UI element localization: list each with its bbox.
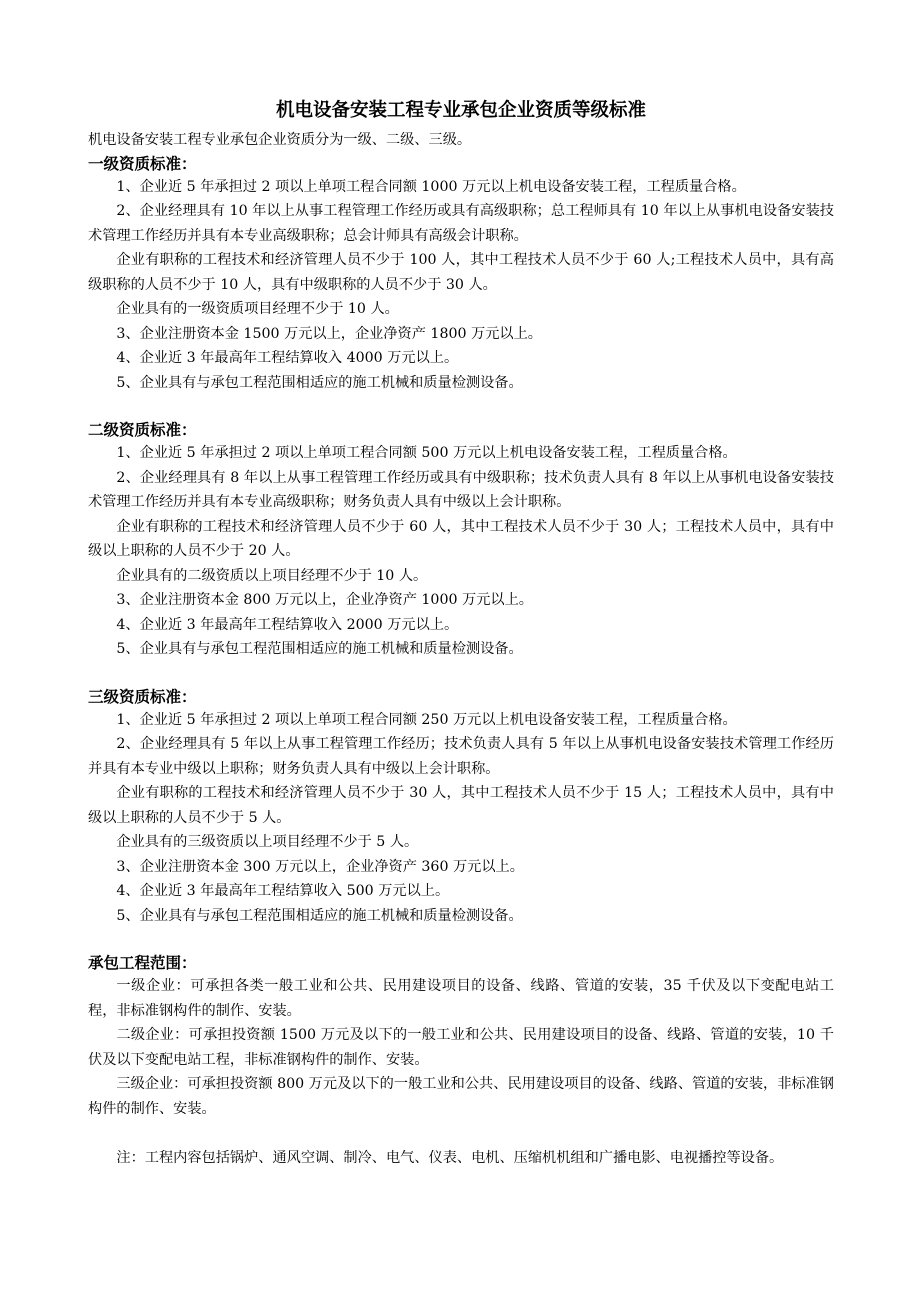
page-title: 机电设备安装工程专业承包企业资质等级标准 — [275, 100, 646, 121]
paragraph: 企业具有的二级资质以上项目经理不少于 10 人。 — [116, 567, 428, 584]
paragraph: 4、企业近 3 年最高年工程结算收入 500 万元以上。 — [116, 883, 450, 899]
paragraph: 1、企业近 5 年承担过 2 项以上单项工程合同额 250 万元以上机电设备安装工程，工程质量合格。 — [116, 711, 737, 728]
paragraph: 企业具有的一级资质项目经理不少于 10 人。 — [116, 301, 399, 317]
spacer — [88, 395, 834, 419]
paragraph: 二级企业：可承担投资额 1500 万元及以下的一般工业和公共、民用建设项目的设备、线路、管道的安装，10 千伏及以下变配电站工程，非标准钢构件的制作、安装。 — [88, 1027, 834, 1068]
paragraph: 2、企业经理具有 10 年以上从事工程管理工作经历或具有高级职称；总工程师具有 10 年以上从事机电设备安装技术管理工作经历并具有本专业高级职称；总会计师具有高级会计职称。 — [88, 203, 834, 244]
paragraph: 5、企业具有与承包工程范围相适应的施工机械和质量检测设备。 — [116, 374, 523, 391]
paragraph: 企业具有的三级资质以上项目经理不少于 5 人。 — [116, 834, 419, 850]
note-text: 注：工程内容包括锅炉、通风空调、制冷、电气、仪表、电机、压缩机机组和广播电影、电视播控等设备。 — [116, 1150, 784, 1166]
document-page — [88, 96, 834, 1171]
spacer — [88, 928, 834, 952]
paragraph: 企业有职称的工程技术和经济管理人员不少于 100 人，其中工程技术人员不少于 60 人;工程技术人员中，具有高级职称的人员不少于 10 人，具有中级职称的人员不少于 30 人。 — [88, 252, 834, 293]
paragraph: 5、企业具有与承包工程范围相适应的施工机械和质量检测设备。 — [116, 907, 523, 924]
paragraph: 5、企业具有与承包工程范围相适应的施工机械和质量检测设备。 — [116, 641, 523, 657]
paragraph: 4、企业近 3 年最高年工程结算收入 2000 万元以上。 — [116, 616, 459, 633]
spacer — [88, 662, 834, 686]
paragraph: 3、企业注册资本金 300 万元以上，企业净资产 360 万元以上。 — [116, 858, 524, 875]
section-heading: 三级资质标准： — [88, 687, 197, 706]
paragraph: 1、企业近 5 年承担过 2 项以上单项工程合同额 500 万元以上机电设备安装工程，工程质量合格。 — [116, 445, 737, 461]
section-level-3 — [88, 686, 834, 929]
section-level-1 — [88, 153, 834, 396]
paragraph: 4、企业近 3 年最高年工程结算收入 4000 万元以上。 — [116, 350, 459, 366]
paragraph: 一级企业：可承担各类一般工业和公共、民用建设项目的设备、线路、管道的安装，35 千伏及以下变配电站工程，非标准钢构件的制作、安装。 — [88, 978, 834, 1019]
spacer — [88, 1121, 834, 1146]
paragraph: 企业有职称的工程技术和经济管理人员不少于 30 人，其中工程技术人员不少于 15 人；工程技术人员中，具有中级以上职称的人员不少于 5 人。 — [88, 785, 834, 826]
paragraph: 3、企业注册资本金 800 万元以上，企业净资产 1000 万元以上。 — [116, 592, 533, 608]
paragraph: 2、企业经理具有 5 年以上从事工程管理工作经历；技术负责人具有 5 年以上从事机电设备安装技术管理工作经历并具有本专业中级以上职称；财务负责人具有中级以上会计职称。 — [88, 736, 834, 777]
section-scope — [88, 952, 834, 1121]
paragraph: 2、企业经理具有 8 年以上从事工程管理工作经历或具有中级职称；技术负责人具有 8 年以上从事机电设备安装技术管理工作经历并具有本专业高级职称；财务负责人具有中级以上会计职称。 — [88, 469, 834, 510]
paragraph: 三级企业：可承担投资额 800 万元及以下的一般工业和公共、民用建设项目的设备、线路、管道的安装，非标准钢构件的制作、安装。 — [88, 1076, 834, 1117]
paragraph: 1、企业近 5 年承担过 2 项以上单项工程合同额 1000 万元以上机电设备安装工程，工程质量合格。 — [116, 178, 746, 195]
paragraph: 企业有职称的工程技术和经济管理人员不少于 60 人，其中工程技术人员不少于 30 人；工程技术人员中，具有中级以上职称的人员不少于 20 人。 — [88, 518, 834, 559]
section-level-2 — [88, 419, 834, 662]
section-heading: 承包工程范围： — [88, 954, 197, 972]
section-heading: 二级资质标准： — [88, 421, 197, 439]
section-heading: 一级资质标准： — [88, 154, 197, 173]
paragraph: 3、企业注册资本金 1500 万元以上，企业净资产 1800 万元以上。 — [116, 325, 542, 342]
intro-text: 机电设备安装工程专业承包企业资质分为一级、二级、三级。 — [88, 132, 472, 148]
